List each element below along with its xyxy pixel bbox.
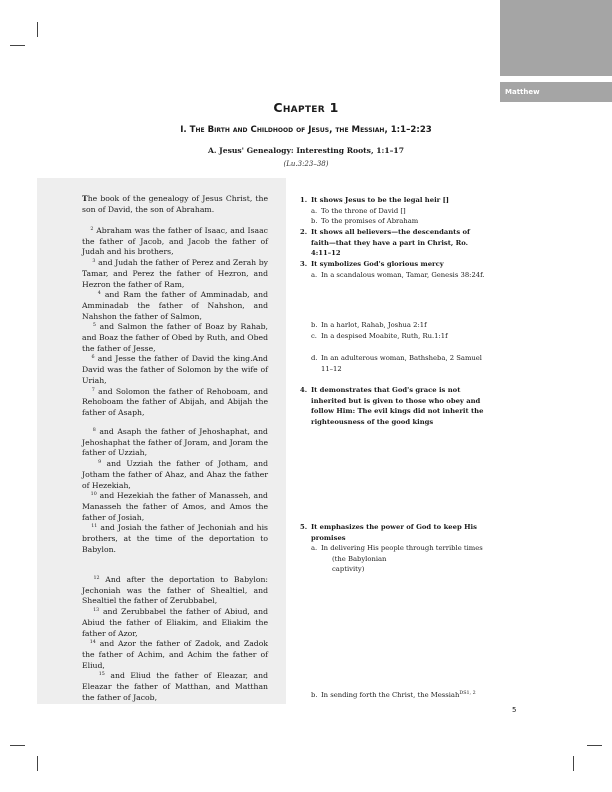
outline-footnote-ref: DS1, 2: [459, 691, 476, 696]
outline-text: In a scandalous woman, Tamar, Genesis 38:24f.: [321, 270, 485, 279]
outline-letter: b.: [311, 321, 318, 329]
outline-text: It shows Jesus to be the legal heir []: [311, 196, 450, 204]
outline-number: 1.: [300, 196, 308, 204]
outline-subpoint: [311, 353, 489, 374]
outline-letter: b.: [311, 217, 318, 225]
outline-text: In a harlot, Rahab, Joshua 2:1f: [321, 321, 427, 329]
verse-paragraph: [82, 575, 268, 703]
verse-number: 10: [90, 492, 97, 498]
verse-text: and Asaph the father of Jehoshaphat, and Jehoshaphat the father of Joram, and Joram the father of Uzziah,: [82, 427, 268, 458]
outline-point-2: [300, 227, 490, 259]
verse-number: 14: [89, 640, 96, 646]
verse-text: and Hezekiah the father of Manasseh, and Manasseh the father of Amos, and Amos the father of Josiah,: [82, 491, 268, 522]
outline-point-heading: [300, 522, 492, 543]
verse-number: 6: [91, 355, 95, 361]
outline-letter: c.: [311, 331, 317, 340]
outline-text: It emphasizes the power of God to keep His promises: [311, 523, 477, 542]
outline-letter: a.: [311, 544, 318, 552]
outline-number: 5.: [300, 523, 308, 531]
crop-mark: [10, 745, 25, 746]
verse-number: 4: [97, 291, 101, 297]
crop-mark: [10, 45, 25, 46]
outline-text: It shows all believers—the descendants of faith—that they have a part in Christ, Ro. 4:11–12: [311, 228, 470, 257]
outline-text: To the throne of David []: [321, 206, 406, 215]
verse-block: [82, 639, 268, 669]
verse-text: and Solomon the father of Rehoboam, and Rehoboam the father of Abijah, and Abijah the father of Asaph,: [82, 386, 268, 417]
drop-cap: T: [82, 194, 88, 203]
verse-number: 9: [98, 460, 102, 466]
outline-subpoint: [311, 331, 501, 342]
outline-number: 4.: [300, 386, 308, 394]
verse-block: [82, 491, 268, 521]
verse-number: 3: [92, 259, 96, 265]
verse-block: [82, 387, 268, 417]
outline-subpoint: [311, 690, 501, 701]
verse-number: 12: [93, 576, 100, 581]
outline-number: 2.: [300, 228, 308, 236]
outline-point-heading: [300, 259, 500, 270]
verse-paragraph: [82, 226, 268, 419]
outline-text: To the promises of Abraham: [321, 217, 419, 225]
outline-letter: a.: [311, 270, 318, 279]
verse-text: he book of the genealogy of Jesus Christ, the son of David, the son of Abraham.: [82, 194, 268, 214]
verse-paragraph: [82, 427, 268, 555]
verse-block: [82, 258, 268, 288]
chapter-title: Chapter 1: [273, 100, 339, 115]
outline-text: (the Babylonian: [332, 554, 387, 563]
outline-text: In a despised Moabite, Ruth, Ru.1:1f: [321, 331, 448, 340]
verse-number: 13: [93, 608, 100, 614]
verse-number: 7: [91, 387, 95, 393]
page-number: 5: [512, 706, 517, 714]
cross-reference: (Lu.3:23–38): [283, 160, 329, 168]
outline-text: In sending forth the Christ, the Messiah: [321, 691, 460, 699]
outline-text: In an adulterous woman, Bathsheba, 2 Samuel 11–12: [321, 354, 482, 373]
subsection-title: A. Jesus' Genealogy: Interesting Roots, 1:1–17: [208, 146, 404, 155]
verse-text: and Eliud the father of Eleazar, and Eleazar the father of Matthan, and Matthan the father of Jacob,: [82, 671, 268, 702]
crop-mark: [587, 745, 602, 746]
outline-point-4: [300, 385, 492, 427]
verse-text: Abraham was the father of Isaac, and Isaac the father of Jacob, and Jacob the father of Judah and his brothers,: [82, 226, 268, 257]
outline-text: In delivering His people through terrible times: [321, 544, 483, 552]
verse-block: [82, 322, 268, 352]
verse-block: [82, 607, 268, 637]
verse-block: [82, 226, 268, 256]
verse-number: 5: [92, 323, 96, 329]
section-title: I. The Birth and Childhood of Jesus, the Messiah, 1:1–2:23: [180, 125, 432, 135]
outline-point-heading: [300, 227, 490, 259]
thumb-tab: [500, 0, 612, 76]
verse-block: [82, 354, 268, 384]
verse-text: and Zerubbabel the father of Abiud, and Abiud the father of Eliakim, and Eliakim the father of Azor,: [82, 607, 268, 638]
verse-number: 8: [92, 428, 96, 433]
outline-point-5-b: [311, 690, 501, 701]
outline-point-3-d: [311, 353, 489, 374]
verse-number: 15: [98, 672, 105, 678]
outline-point-heading: [300, 385, 492, 427]
verse-paragraph: [82, 194, 268, 215]
verse-text: and Salmon the father of Boaz by Rahab, and Boaz the father of Obed by Ruth, and Obed the father of Jesse,: [82, 322, 268, 353]
crop-mark: [37, 756, 38, 771]
outline-subpoint: [311, 320, 501, 331]
verse-text: and Azor the father of Zadok, and Zadok the father of Achim, and Achim the father of Eliud,: [82, 639, 268, 670]
crop-mark: [37, 22, 38, 37]
verse-block: [82, 523, 268, 553]
crop-mark: [573, 756, 574, 771]
verse-number: 2: [90, 227, 94, 232]
verse-block: [82, 671, 268, 701]
outline-subpoint: [300, 216, 500, 227]
verse-number: 11: [91, 524, 98, 530]
outline-text: captivity): [332, 565, 365, 573]
outline-point-1: [300, 195, 500, 227]
outline-point-heading: [300, 195, 500, 206]
outline-number: 3.: [300, 260, 308, 268]
outline-point-3-continued: [311, 320, 501, 341]
outline-letter: b.: [311, 691, 318, 699]
outline-subpoint: [300, 543, 492, 554]
verse-text: And after the deportation to Babylon: Jechoniah was the father of Shealtiel, and Shealtiel the father of Zerubbabel,: [82, 575, 269, 606]
verse-text: and Judah the father of Perez and Zerah by Tamar, and Perez the father of Hezron, and Hezron the father of Ram,: [82, 258, 268, 289]
outline-subpoint: [300, 206, 500, 217]
outline-text: It symbolizes God's glorious mercy: [311, 260, 444, 268]
verse-block: [82, 427, 268, 457]
outline-point-3: [300, 259, 500, 280]
running-head: Matthew: [500, 82, 612, 102]
verse-text: and Uzziah the father of Jotham, and Jotham the father of Ahaz, and Ahaz the father of Hezekiah,: [82, 459, 269, 490]
outline-subpoint: [300, 270, 500, 281]
verse-text: and Ram the father of Amminadab, and Amminadab the father of Nahshon, and Nahshon the father of Salmon,: [82, 290, 268, 321]
verse-text: and Josiah the father of Jechoniah and his brothers, at the time of the deportation to Babylon.: [82, 523, 268, 554]
verse-block: [82, 459, 268, 489]
outline-text: It demonstrates that God's grace is not inherited but is given to those who obey and follow Him: The evil kings did not inherit the righteousness of the good kings: [311, 386, 484, 426]
verse-text: and Jesse the father of David the king.And David was the father of Solomon by the wife of Uriah,: [82, 354, 268, 385]
verse-block: [82, 290, 268, 320]
outline-letter: a.: [311, 206, 318, 215]
outline-letter: d.: [311, 354, 318, 362]
verse-block: [82, 575, 268, 605]
outline-point-5: [300, 522, 492, 575]
